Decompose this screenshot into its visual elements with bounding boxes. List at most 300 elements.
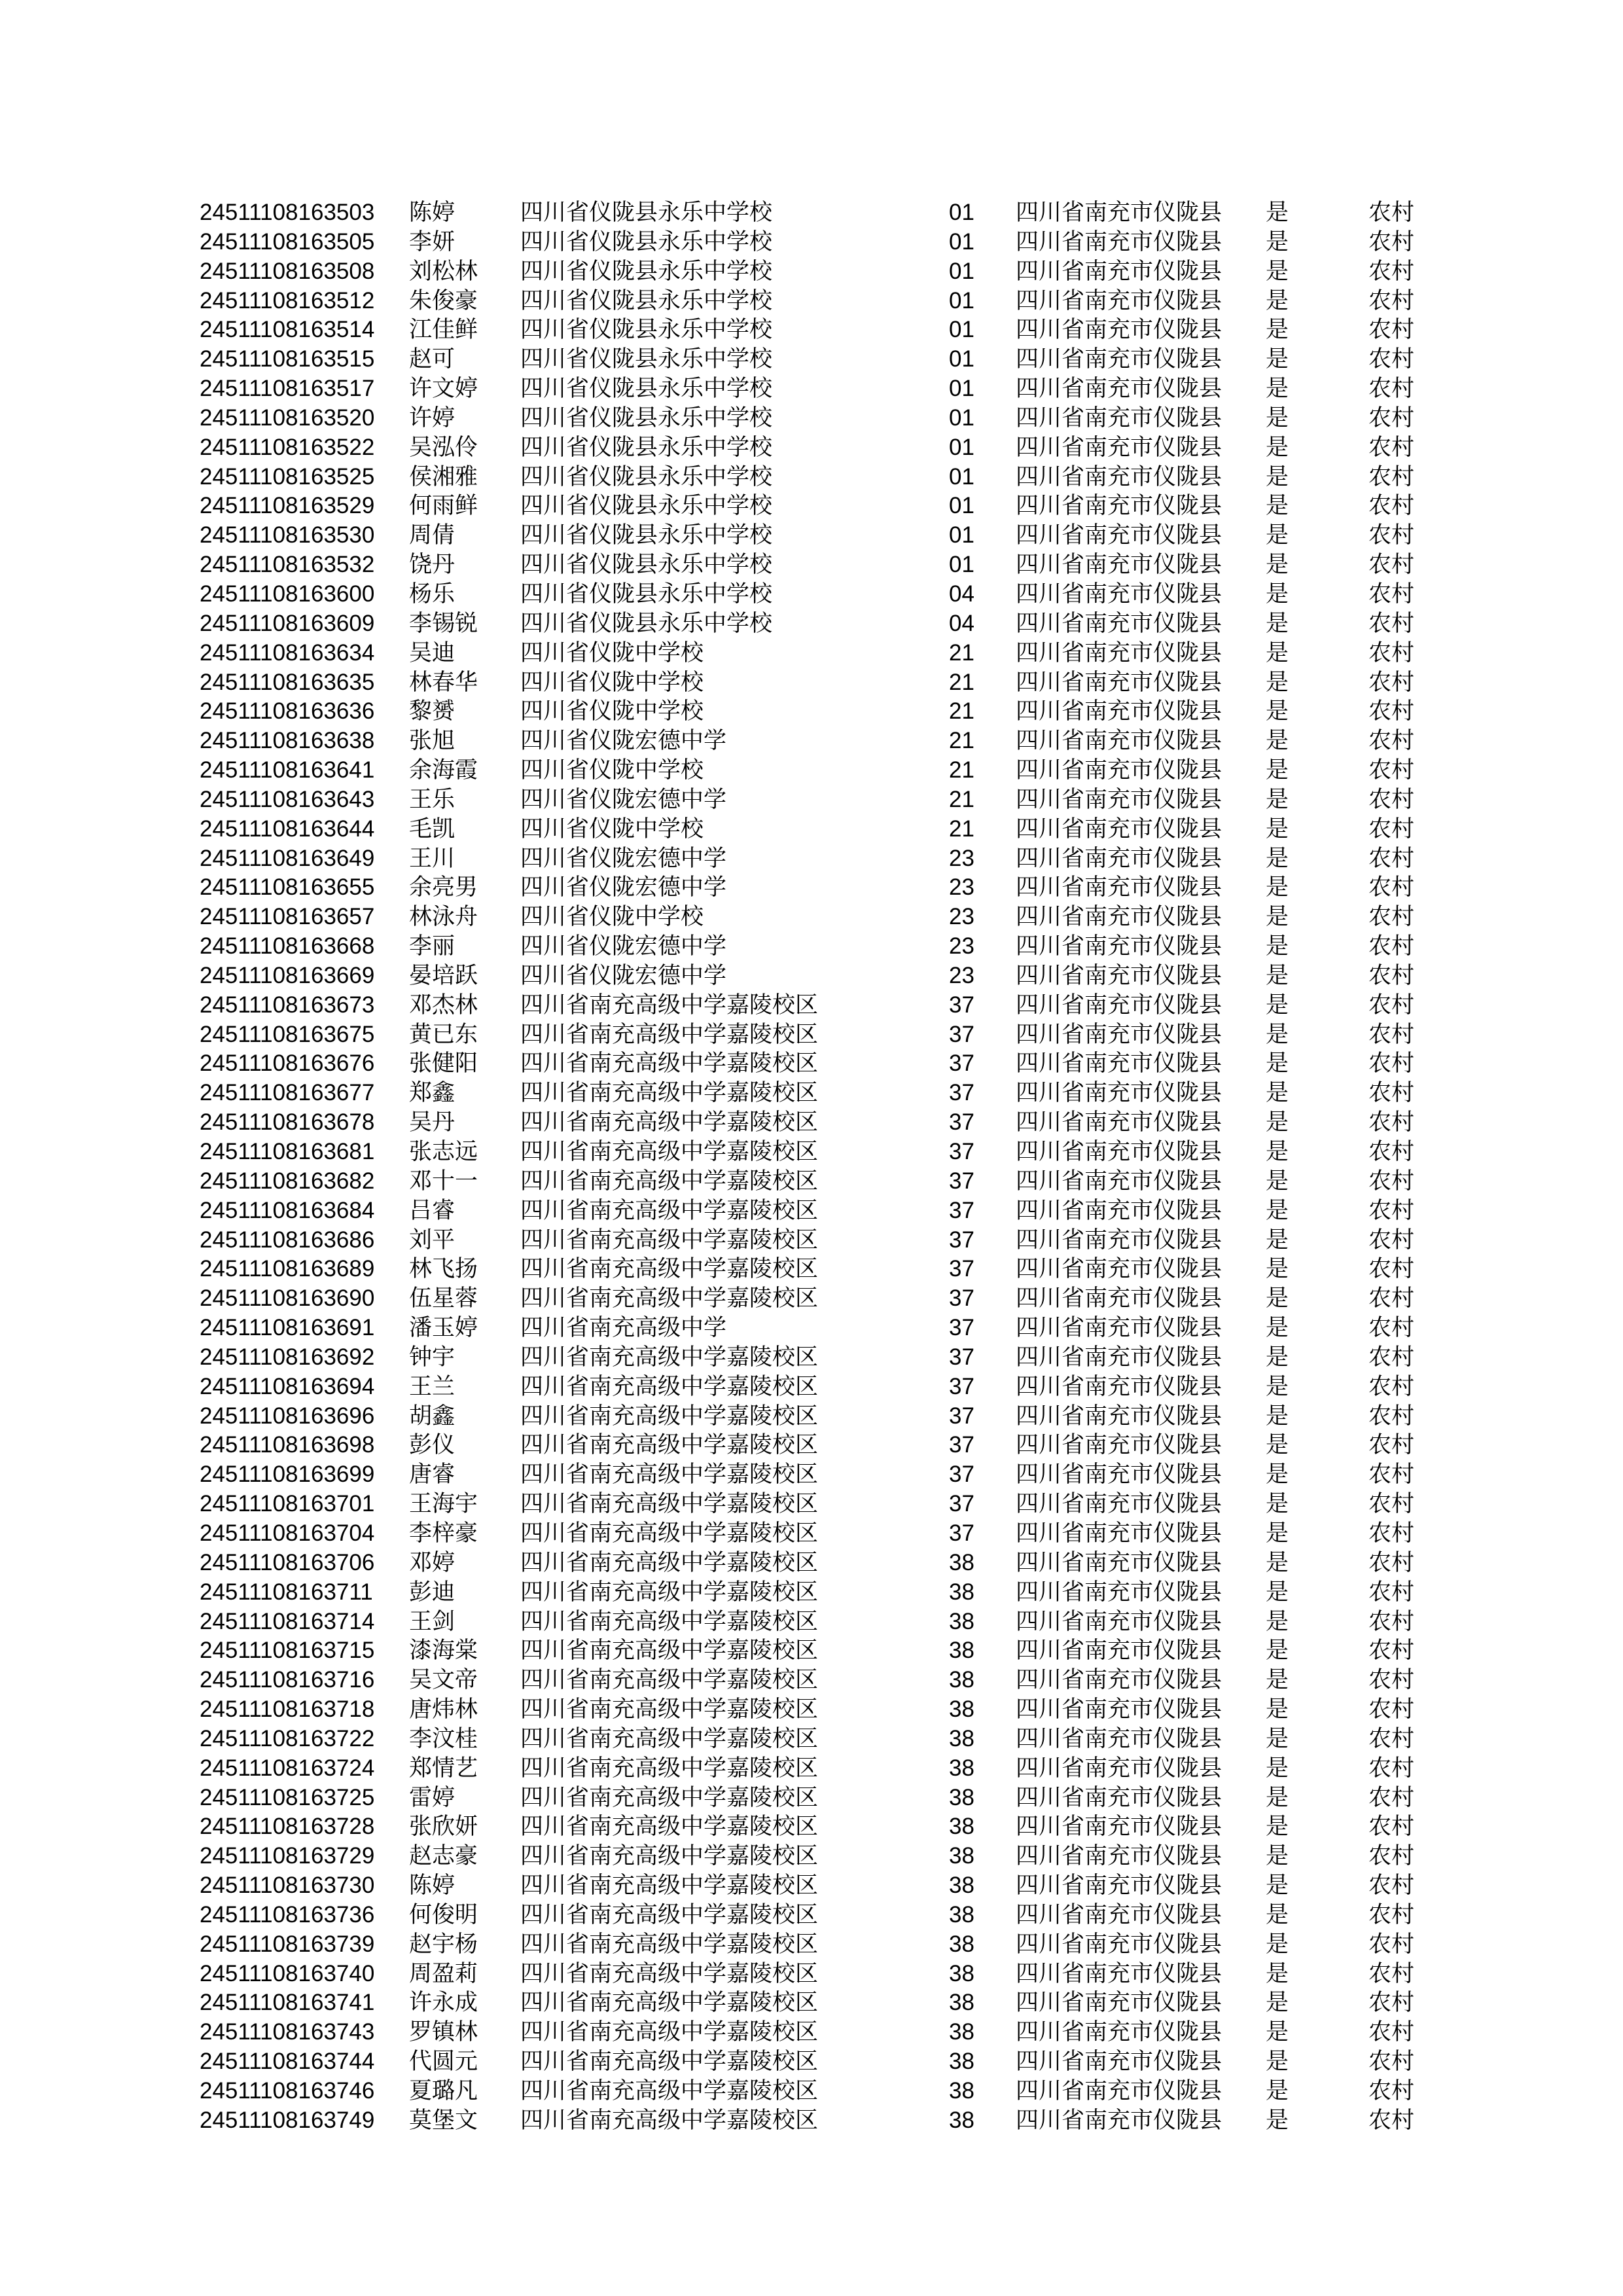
- class-code-cell: 38: [949, 2078, 974, 2104]
- school-name-cell: 四川省仪陇县永乐中学校: [520, 463, 773, 490]
- student-name-cell: 饶丹: [409, 552, 455, 578]
- exam-id-cell: 24511108163635: [200, 669, 375, 695]
- class-code-cell: 01: [949, 346, 974, 372]
- residence-type-cell: 农村: [1368, 786, 1415, 812]
- table-row: [0, 492, 1623, 521]
- fresh-graduate-flag-cell: 是: [1266, 1696, 1289, 1723]
- table-row: [0, 2018, 1623, 2047]
- fresh-graduate-flag-cell: 是: [1266, 962, 1289, 988]
- residence-type-cell: 农村: [1368, 376, 1415, 402]
- table-row: [0, 1167, 1623, 1196]
- table-row: [0, 287, 1623, 316]
- exam-id-cell: 24511108163701: [200, 1491, 375, 1517]
- region-cell: 四川省南充市仪陇县: [1016, 1256, 1222, 1282]
- fresh-graduate-flag-cell: 是: [1266, 1373, 1289, 1399]
- fresh-graduate-flag-cell: 是: [1266, 552, 1289, 578]
- student-name-cell: 杨乐: [409, 581, 455, 607]
- school-name-cell: 四川省南充高级中学嘉陵校区: [520, 1638, 819, 1664]
- fresh-graduate-flag-cell: 是: [1266, 1080, 1289, 1106]
- residence-type-cell: 农村: [1368, 1814, 1415, 1840]
- class-code-cell: 38: [949, 1579, 974, 1605]
- school-name-cell: 四川省南充高级中学嘉陵校区: [520, 1403, 819, 1429]
- school-name-cell: 四川省仪陇县永乐中学校: [520, 522, 773, 548]
- region-cell: 四川省南充市仪陇县: [1016, 1403, 1222, 1429]
- exam-id-cell: 24511108163649: [200, 845, 375, 871]
- class-code-cell: 38: [949, 1990, 974, 2016]
- fresh-graduate-flag-cell: 是: [1266, 2019, 1289, 2045]
- exam-id-cell: 24511108163744: [200, 2049, 375, 2075]
- table-row: [0, 463, 1623, 492]
- exam-id-cell: 24511108163694: [200, 1373, 375, 1399]
- school-name-cell: 四川省仪陇县永乐中学校: [520, 228, 773, 255]
- region-cell: 四川省南充市仪陇县: [1016, 1080, 1222, 1106]
- school-name-cell: 四川省南充高级中学嘉陵校区: [520, 1285, 819, 1312]
- table-row: [0, 404, 1623, 433]
- residence-type-cell: 农村: [1368, 1608, 1415, 1634]
- table-row: [0, 228, 1623, 257]
- residence-type-cell: 农村: [1368, 552, 1415, 578]
- table-row: [0, 1138, 1623, 1167]
- school-name-cell: 四川省南充高级中学嘉陵校区: [520, 1432, 819, 1458]
- student-name-cell: 彭仪: [409, 1432, 455, 1458]
- exam-id-cell: 24511108163529: [200, 493, 375, 519]
- student-name-cell: 李梓豪: [409, 1520, 478, 1546]
- school-name-cell: 四川省南充高级中学嘉陵校区: [520, 1579, 819, 1605]
- region-cell: 四川省南充市仪陇县: [1016, 728, 1222, 754]
- table-row: [0, 1549, 1623, 1578]
- region-cell: 四川省南充市仪陇县: [1016, 962, 1222, 988]
- table-row: [0, 374, 1623, 404]
- school-name-cell: 四川省南充高级中学嘉陵校区: [520, 1050, 819, 1077]
- table-row: [0, 903, 1623, 932]
- residence-type-cell: 农村: [1368, 1725, 1415, 1751]
- residence-type-cell: 农村: [1368, 1373, 1415, 1399]
- fresh-graduate-flag-cell: 是: [1266, 933, 1289, 960]
- region-cell: 四川省南充市仪陇县: [1016, 1931, 1222, 1957]
- exam-id-cell: 24511108163730: [200, 1873, 375, 1899]
- exam-id-cell: 24511108163682: [200, 1168, 375, 1194]
- exam-id-cell: 24511108163691: [200, 1315, 375, 1341]
- exam-id-cell: 24511108163515: [200, 346, 375, 372]
- region-cell: 四川省南充市仪陇县: [1016, 1901, 1222, 1928]
- region-cell: 四川省南充市仪陇县: [1016, 1344, 1222, 1370]
- table-row: [0, 932, 1623, 961]
- school-name-cell: 四川省仪陇中学校: [520, 669, 704, 695]
- fresh-graduate-flag-cell: 是: [1266, 1667, 1289, 1693]
- exam-id-cell: 24511108163711: [200, 1579, 373, 1605]
- exam-id-cell: 24511108163668: [200, 933, 375, 960]
- region-cell: 四川省南充市仪陇县: [1016, 845, 1222, 871]
- table-row: [0, 315, 1623, 345]
- student-name-cell: 漆海棠: [409, 1638, 478, 1664]
- exam-id-cell: 24511108163600: [200, 581, 375, 607]
- exam-id-cell: 24511108163676: [200, 1050, 375, 1077]
- exam-id-cell: 24511108163704: [200, 1520, 375, 1546]
- residence-type-cell: 农村: [1368, 698, 1415, 725]
- class-code-cell: 37: [949, 992, 974, 1018]
- table-row: [0, 1725, 1623, 1754]
- school-name-cell: 四川省仪陇县永乐中学校: [520, 258, 773, 284]
- exam-id-cell: 24511108163716: [200, 1667, 375, 1693]
- fresh-graduate-flag-cell: 是: [1266, 376, 1289, 402]
- table-row: [0, 2047, 1623, 2077]
- fresh-graduate-flag-cell: 是: [1266, 757, 1289, 783]
- fresh-graduate-flag-cell: 是: [1266, 1931, 1289, 1957]
- table-row: [0, 1988, 1623, 2018]
- region-cell: 四川省南充市仪陇县: [1016, 1432, 1222, 1458]
- student-name-cell: 刘平: [409, 1227, 455, 1253]
- residence-type-cell: 农村: [1368, 1197, 1415, 1223]
- table-row: [0, 2106, 1623, 2136]
- table-row: [0, 1607, 1623, 1637]
- fresh-graduate-flag-cell: 是: [1266, 1403, 1289, 1429]
- fresh-graduate-flag-cell: 是: [1266, 1021, 1289, 1047]
- school-name-cell: 四川省仪陇宏德中学: [520, 962, 727, 988]
- table-row: [0, 1020, 1623, 1050]
- class-code-cell: 37: [949, 1462, 974, 1488]
- residence-type-cell: 农村: [1368, 581, 1415, 607]
- table-row: [0, 815, 1623, 844]
- region-cell: 四川省南充市仪陇县: [1016, 376, 1222, 402]
- exam-id-cell: 24511108163698: [200, 1432, 375, 1458]
- exam-id-cell: 24511108163725: [200, 1784, 375, 1810]
- region-cell: 四川省南充市仪陇县: [1016, 1549, 1222, 1575]
- school-name-cell: 四川省南充高级中学嘉陵校区: [520, 1960, 819, 1986]
- fresh-graduate-flag-cell: 是: [1266, 2107, 1289, 2133]
- fresh-graduate-flag-cell: 是: [1266, 493, 1289, 519]
- residence-type-cell: 农村: [1368, 845, 1415, 871]
- school-name-cell: 四川省仪陇宏德中学: [520, 786, 727, 812]
- class-code-cell: 01: [949, 434, 974, 460]
- class-code-cell: 38: [949, 1608, 974, 1634]
- school-name-cell: 四川省南充高级中学嘉陵校区: [520, 1021, 819, 1047]
- student-name-cell: 张旭: [409, 728, 455, 754]
- fresh-graduate-flag-cell: 是: [1266, 698, 1289, 725]
- school-name-cell: 四川省南充高级中学嘉陵校区: [520, 1549, 819, 1575]
- table-row: [0, 1372, 1623, 1402]
- table-row: [0, 1871, 1623, 1901]
- table-row: [0, 726, 1623, 756]
- student-name-cell: 吴泓伶: [409, 434, 478, 460]
- exam-id-cell: 24511108163740: [200, 1960, 375, 1986]
- residence-type-cell: 农村: [1368, 1021, 1415, 1047]
- school-name-cell: 四川省南充高级中学嘉陵校区: [520, 1843, 819, 1869]
- residence-type-cell: 农村: [1368, 2019, 1415, 2045]
- region-cell: 四川省南充市仪陇县: [1016, 1814, 1222, 1840]
- exam-id-cell: 24511108163532: [200, 552, 375, 578]
- student-name-cell: 林飞扬: [409, 1256, 478, 1282]
- region-cell: 四川省南充市仪陇县: [1016, 200, 1222, 225]
- school-name-cell: 四川省南充高级中学嘉陵校区: [520, 1990, 819, 2016]
- table-row: [0, 1431, 1623, 1460]
- table-row: [0, 1049, 1623, 1079]
- region-cell: 四川省南充市仪陇县: [1016, 1696, 1222, 1723]
- student-name-cell: 邓杰林: [409, 992, 478, 1018]
- class-code-cell: 37: [949, 1344, 974, 1370]
- student-name-cell: 潘玉婷: [409, 1315, 478, 1341]
- class-code-cell: 23: [949, 933, 974, 960]
- class-code-cell: 37: [949, 1256, 974, 1282]
- residence-type-cell: 农村: [1368, 904, 1415, 930]
- class-code-cell: 01: [949, 463, 974, 490]
- region-cell: 四川省南充市仪陇县: [1016, 1197, 1222, 1223]
- class-code-cell: 38: [949, 1814, 974, 1840]
- student-name-cell: 吴丹: [409, 1109, 455, 1136]
- table-row: [0, 1754, 1623, 1784]
- student-name-cell: 江佳鲜: [409, 317, 478, 343]
- exam-id-cell: 24511108163636: [200, 698, 375, 725]
- class-code-cell: 38: [949, 1638, 974, 1664]
- class-code-cell: 21: [949, 698, 974, 725]
- region-cell: 四川省南充市仪陇县: [1016, 522, 1222, 548]
- region-cell: 四川省南充市仪陇县: [1016, 2078, 1222, 2104]
- fresh-graduate-flag-cell: 是: [1266, 904, 1289, 930]
- table-row: [0, 1108, 1623, 1138]
- fresh-graduate-flag-cell: 是: [1266, 434, 1289, 460]
- fresh-graduate-flag-cell: 是: [1266, 1139, 1289, 1164]
- table-row: [0, 1519, 1623, 1549]
- school-name-cell: 四川省南充高级中学嘉陵校区: [520, 1227, 819, 1253]
- fresh-graduate-flag-cell: 是: [1266, 816, 1289, 842]
- table-row: [0, 1343, 1623, 1372]
- region-cell: 四川省南充市仪陇县: [1016, 1520, 1222, 1546]
- fresh-graduate-flag-cell: 是: [1266, 404, 1289, 431]
- fresh-graduate-flag-cell: 是: [1266, 1814, 1289, 1840]
- table-row: [0, 1842, 1623, 1871]
- school-name-cell: 四川省仪陇宏德中学: [520, 728, 727, 754]
- student-name-cell: 周倩: [409, 522, 455, 548]
- fresh-graduate-flag-cell: 是: [1266, 1050, 1289, 1077]
- exam-id-cell: 24511108163689: [200, 1256, 375, 1282]
- fresh-graduate-flag-cell: 是: [1266, 287, 1289, 314]
- residence-type-cell: 农村: [1368, 228, 1415, 255]
- fresh-graduate-flag-cell: 是: [1266, 845, 1289, 871]
- student-name-cell: 王海宇: [409, 1491, 478, 1517]
- residence-type-cell: 农村: [1368, 1960, 1415, 1986]
- exam-id-cell: 24511108163741: [200, 1990, 375, 2016]
- fresh-graduate-flag-cell: 是: [1266, 669, 1289, 695]
- table-row: [0, 668, 1623, 698]
- region-cell: 四川省南充市仪陇县: [1016, 317, 1222, 343]
- table-row: [0, 1930, 1623, 1960]
- exam-id-cell: 24511108163638: [200, 728, 375, 754]
- residence-type-cell: 农村: [1368, 1667, 1415, 1693]
- class-code-cell: 37: [949, 1139, 974, 1164]
- fresh-graduate-flag-cell: 是: [1266, 639, 1289, 666]
- fresh-graduate-flag-cell: 是: [1266, 317, 1289, 343]
- class-code-cell: 38: [949, 1901, 974, 1928]
- region-cell: 四川省南充市仪陇县: [1016, 2019, 1222, 2045]
- region-cell: 四川省南充市仪陇县: [1016, 1579, 1222, 1605]
- school-name-cell: 四川省南充高级中学嘉陵校区: [520, 1168, 819, 1194]
- fresh-graduate-flag-cell: 是: [1266, 1285, 1289, 1312]
- table-row: [0, 756, 1623, 785]
- class-code-cell: 38: [949, 1725, 974, 1751]
- region-cell: 四川省南充市仪陇县: [1016, 1990, 1222, 2016]
- school-name-cell: 四川省南充高级中学嘉陵校区: [520, 1814, 819, 1840]
- school-name-cell: 四川省仪陇宏德中学: [520, 845, 727, 871]
- school-name-cell: 四川省南充高级中学嘉陵校区: [520, 1931, 819, 1957]
- school-name-cell: 四川省仪陇中学校: [520, 639, 704, 666]
- table-row: [0, 1402, 1623, 1431]
- class-code-cell: 01: [949, 287, 974, 314]
- region-cell: 四川省南充市仪陇县: [1016, 287, 1222, 314]
- fresh-graduate-flag-cell: 是: [1266, 1549, 1289, 1575]
- exam-id-cell: 24511108163736: [200, 1901, 375, 1928]
- student-name-cell: 邓婷: [409, 1549, 455, 1575]
- fresh-graduate-flag-cell: 是: [1266, 1462, 1289, 1488]
- table-row: [0, 1636, 1623, 1666]
- residence-type-cell: 农村: [1368, 962, 1415, 988]
- residence-type-cell: 农村: [1368, 610, 1415, 636]
- table-row: [0, 1578, 1623, 1607]
- school-name-cell: 四川省南充高级中学嘉陵校区: [520, 1667, 819, 1693]
- school-name-cell: 四川省南充高级中学嘉陵校区: [520, 1139, 819, 1164]
- student-name-cell: 林泳舟: [409, 904, 478, 930]
- student-name-cell: 夏璐凡: [409, 2078, 478, 2104]
- school-name-cell: 四川省仪陇县永乐中学校: [520, 434, 773, 460]
- student-name-cell: 邓十一: [409, 1168, 478, 1194]
- fresh-graduate-flag-cell: 是: [1266, 786, 1289, 812]
- exam-id-cell: 24511108163706: [200, 1549, 375, 1575]
- residence-type-cell: 农村: [1368, 1549, 1415, 1575]
- region-cell: 四川省南充市仪陇县: [1016, 552, 1222, 578]
- school-name-cell: 四川省仪陇县永乐中学校: [520, 581, 773, 607]
- fresh-graduate-flag-cell: 是: [1266, 1990, 1289, 2016]
- table-row: [0, 609, 1623, 639]
- student-name-cell: 黄已东: [409, 1021, 478, 1047]
- residence-type-cell: 农村: [1368, 404, 1415, 431]
- residence-type-cell: 农村: [1368, 1403, 1415, 1429]
- class-code-cell: 37: [949, 1050, 974, 1077]
- table-row: [0, 961, 1623, 991]
- fresh-graduate-flag-cell: 是: [1266, 1579, 1289, 1605]
- region-cell: 四川省南充市仪陇县: [1016, 1139, 1222, 1164]
- class-code-cell: 38: [949, 2107, 974, 2133]
- student-name-cell: 莫堡文: [409, 2107, 478, 2133]
- exam-id-cell: 24511108163655: [200, 874, 375, 901]
- residence-type-cell: 农村: [1368, 1315, 1415, 1341]
- residence-type-cell: 农村: [1368, 1462, 1415, 1488]
- class-code-cell: 01: [949, 376, 974, 402]
- region-cell: 四川省南充市仪陇县: [1016, 1373, 1222, 1399]
- school-name-cell: 四川省南充高级中学嘉陵校区: [520, 1608, 819, 1634]
- exam-id-cell: 24511108163749: [200, 2107, 375, 2133]
- exam-id-cell: 24511108163684: [200, 1197, 375, 1223]
- school-name-cell: 四川省南充高级中学嘉陵校区: [520, 1462, 819, 1488]
- region-cell: 四川省南充市仪陇县: [1016, 610, 1222, 636]
- region-cell: 四川省南充市仪陇县: [1016, 933, 1222, 960]
- table-row: [0, 844, 1623, 874]
- residence-type-cell: 农村: [1368, 1109, 1415, 1136]
- student-name-cell: 张志远: [409, 1139, 478, 1164]
- region-cell: 四川省南充市仪陇县: [1016, 1755, 1222, 1781]
- exam-id-cell: 24511108163669: [200, 962, 375, 988]
- region-cell: 四川省南充市仪陇县: [1016, 581, 1222, 607]
- region-cell: 四川省南充市仪陇县: [1016, 1608, 1222, 1634]
- fresh-graduate-flag-cell: 是: [1266, 2078, 1289, 2104]
- student-name-cell: 代圆元: [409, 2049, 478, 2075]
- residence-type-cell: 农村: [1368, 1784, 1415, 1810]
- table-row: [0, 1901, 1623, 1930]
- residence-type-cell: 农村: [1368, 1432, 1415, 1458]
- table-row: [0, 1079, 1623, 1108]
- fresh-graduate-flag-cell: 是: [1266, 1109, 1289, 1136]
- residence-type-cell: 农村: [1368, 200, 1415, 225]
- class-code-cell: 38: [949, 2019, 974, 2045]
- school-name-cell: 四川省南充高级中学嘉陵校区: [520, 1373, 819, 1399]
- school-name-cell: 四川省仪陇县永乐中学校: [520, 200, 773, 225]
- school-name-cell: 四川省仪陇县永乐中学校: [520, 610, 773, 636]
- school-name-cell: 四川省南充高级中学嘉陵校区: [520, 1784, 819, 1810]
- region-cell: 四川省南充市仪陇县: [1016, 1491, 1222, 1517]
- class-code-cell: 37: [949, 1109, 974, 1136]
- exam-id-cell: 24511108163644: [200, 816, 375, 842]
- school-name-cell: 四川省南充高级中学嘉陵校区: [520, 1491, 819, 1517]
- region-cell: 四川省南充市仪陇县: [1016, 1315, 1222, 1341]
- exam-id-cell: 24511108163520: [200, 404, 375, 431]
- student-name-cell: 雷婷: [409, 1784, 455, 1810]
- residence-type-cell: 农村: [1368, 1285, 1415, 1312]
- exam-id-cell: 24511108163657: [200, 904, 375, 930]
- class-code-cell: 21: [949, 786, 974, 812]
- student-roster-table: [0, 198, 1623, 2136]
- school-name-cell: 四川省仪陇宏德中学: [520, 933, 727, 960]
- table-row: [0, 433, 1623, 463]
- class-code-cell: 38: [949, 1873, 974, 1899]
- fresh-graduate-flag-cell: 是: [1266, 992, 1289, 1018]
- school-name-cell: 四川省仪陇县永乐中学校: [520, 376, 773, 402]
- region-cell: 四川省南充市仪陇县: [1016, 786, 1222, 812]
- residence-type-cell: 农村: [1368, 992, 1415, 1018]
- school-name-cell: 四川省南充高级中学嘉陵校区: [520, 1344, 819, 1370]
- table-row: [0, 1314, 1623, 1343]
- fresh-graduate-flag-cell: 是: [1266, 1901, 1289, 1928]
- fresh-graduate-flag-cell: 是: [1266, 1873, 1289, 1899]
- fresh-graduate-flag-cell: 是: [1266, 463, 1289, 490]
- table-row: [0, 1226, 1623, 1255]
- region-cell: 四川省南充市仪陇县: [1016, 346, 1222, 372]
- class-code-cell: 37: [949, 1520, 974, 1546]
- class-code-cell: 04: [949, 610, 974, 636]
- student-name-cell: 吴迪: [409, 639, 455, 666]
- residence-type-cell: 农村: [1368, 1990, 1415, 2016]
- student-name-cell: 何雨鲜: [409, 493, 478, 519]
- school-name-cell: 四川省南充高级中学嘉陵校区: [520, 1256, 819, 1282]
- fresh-graduate-flag-cell: 是: [1266, 1638, 1289, 1664]
- residence-type-cell: 农村: [1368, 816, 1415, 842]
- table-row: [0, 785, 1623, 815]
- region-cell: 四川省南充市仪陇县: [1016, 757, 1222, 783]
- fresh-graduate-flag-cell: 是: [1266, 1168, 1289, 1194]
- student-name-cell: 赵宇杨: [409, 1931, 478, 1957]
- school-name-cell: 四川省南充高级中学嘉陵校区: [520, 1696, 819, 1723]
- school-name-cell: 四川省仪陇县永乐中学校: [520, 287, 773, 314]
- exam-id-cell: 24511108163686: [200, 1227, 375, 1253]
- table-row: [0, 639, 1623, 668]
- region-cell: 四川省南充市仪陇县: [1016, 228, 1222, 255]
- exam-id-cell: 24511108163692: [200, 1344, 375, 1370]
- region-cell: 四川省南充市仪陇县: [1016, 874, 1222, 901]
- exam-id-cell: 24511108163643: [200, 786, 375, 812]
- residence-type-cell: 农村: [1368, 1227, 1415, 1253]
- student-name-cell: 林春华: [409, 669, 478, 695]
- student-name-cell: 唐炜林: [409, 1696, 478, 1723]
- fresh-graduate-flag-cell: 是: [1266, 1755, 1289, 1781]
- fresh-graduate-flag-cell: 是: [1266, 1843, 1289, 1869]
- region-cell: 四川省南充市仪陇县: [1016, 1462, 1222, 1488]
- region-cell: 四川省南充市仪陇县: [1016, 463, 1222, 490]
